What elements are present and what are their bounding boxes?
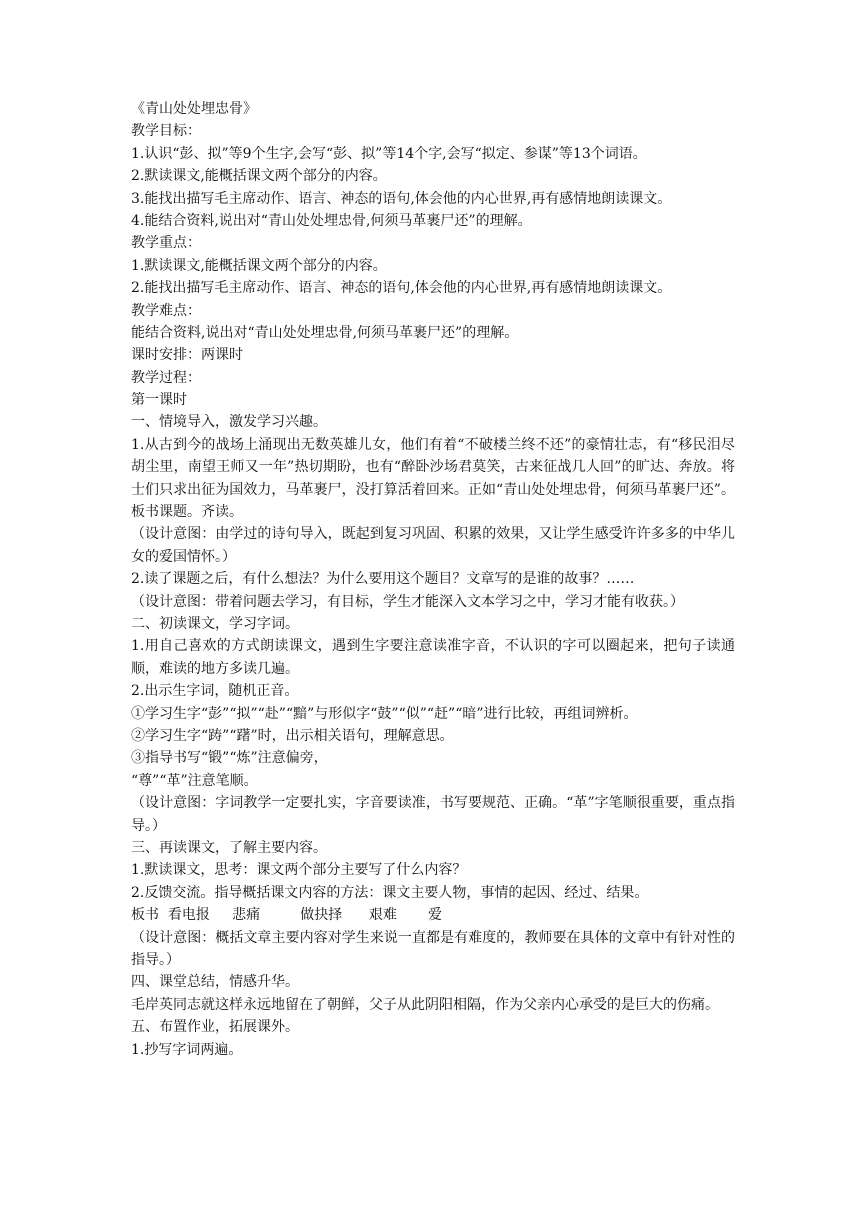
- document-page: [131, 98, 735, 1061]
- section-1-heading: 一、情境导入，激发学习兴趣。: [131, 414, 327, 431]
- objective-2: 2.默读课文,能概括课文两个部分的内容。: [131, 168, 387, 185]
- section-2-item-1: 1.用自己喜欢的方式朗读课文，遇到生字要注意读准字音，不认识的字可以圈起来，把句子读通顺，难读的地方多读几遍。: [131, 638, 735, 677]
- first-lesson: 第一课时: [131, 392, 187, 409]
- section-2-sub-2: ②学习生字“踌”“躇”时，出示相关语句，理解意思。: [131, 728, 454, 745]
- difficulty-text: 能结合资料,说出对“青山处处埋忠骨,何须马革裹尸还”的理解。: [131, 324, 519, 341]
- objective-4: 4.能结合资料,说出对“青山处处埋忠骨,何须马革裹尸还”的理解。: [131, 212, 532, 229]
- section-5-item-1: 1.抄写字词两遍。: [131, 1041, 243, 1058]
- lesson-title: 《青山处处埋忠骨》: [131, 101, 257, 117]
- schedule: 课时安排：两课时: [131, 347, 243, 364]
- key-point-2: 2.能找出描写毛主席动作、语言、神态的语句,体会他的内心世界,再有感情地朗读课文。: [131, 280, 672, 297]
- section-2-sub-3-cont: “尊”“革”注意笔顺。: [131, 772, 258, 789]
- section-2-sub-3: ③指导书写“锻”“炼”注意偏旁，: [131, 750, 328, 767]
- section-4-paragraph: 毛岸英同志就这样永远地留在了朝鲜，父子从此阴阳相隔，作为父亲内心承受的是巨大的伤痛。: [131, 996, 719, 1013]
- section-3-heading: 三、再读课文，了解主要内容。: [131, 840, 327, 857]
- heading-objectives: 教学目标：: [131, 123, 201, 140]
- design-note-2: （设计意图：带着问题去学习，有目标，学生才能深入文本学习之中，学习才能有收获。）: [131, 593, 684, 610]
- section-4-heading: 四、课堂总结，情感升华。: [131, 974, 299, 991]
- key-point-1: 1.默读课文,能概括课文两个部分的内容。: [131, 257, 387, 274]
- heading-key-points: 教学重点：: [131, 235, 201, 252]
- section-3-item-1: 1.默读课文，思考：课文两个部分主要写了什么内容？: [131, 862, 467, 879]
- heading-process: 教学过程：: [131, 369, 201, 386]
- design-note-3: （设计意图：字词教学一定要扎实，字音要读准，书写要规范、正确。“革”字笔顺很重要，重点指导。）: [131, 795, 735, 834]
- section-1-question: 2.读了课题之后，有什么想法？为什么要用这个题目？文章写的是谁的故事？……: [131, 571, 635, 588]
- board-writing: 板书 看电报 悲痛 做抉择 艰难 爱: [131, 907, 443, 924]
- heading-difficulty: 教学难点：: [131, 302, 201, 319]
- section-1-paragraph: 1.从古到今的战场上涌现出无数英雄儿女，他们有着“不破楼兰终不还”的豪情壮志，有“移民泪尽胡尘里，南望王师又一年”热切期盼，也有“醉卧沙场君莫笑，古来征战几人回”的旷达、奔放。将士们只求出征为国效力，马革裹尸，没打算活着回来。正如“青山处处埋忠骨，何须马革裹尸还”。板书课题。齐读。: [131, 436, 735, 521]
- section-3-item-2: 2.反馈交流。指导概括课文内容的方法：课文主要人物，事情的起因、经过、结果。: [131, 884, 649, 901]
- section-5-heading: 五、布置作业，拓展课外。: [131, 1019, 299, 1036]
- objective-3: 3.能找出描写毛主席动作、语言、神态的语句,体会他的内心世界,再有感情地朗读课文。: [131, 190, 672, 207]
- design-note-4: （设计意图：概括文章主要内容对学生来说一直都是有难度的，教师要在具体的文章中有针对性的指导。）: [131, 929, 735, 969]
- design-note-1: （设计意图：由学过的诗句导入，既起到复习巩固、积累的效果，又让学生感受许许多多的中华儿女的爱国情怀。）: [131, 526, 735, 565]
- section-2-heading: 二、初读课文，学习字词。: [131, 616, 299, 633]
- section-2-sub-1: ①学习生字“彭”“拟”“赴”“黯”与形似字“鼓”“似”“赶”“暗”进行比较，再组词辨析。: [131, 705, 638, 722]
- section-2-item-2: 2.出示生字词，随机正音。: [131, 683, 299, 700]
- objective-1: 1.认识“彭、拟”等9个生字,会写“彭、拟”等14个字,会写“拟定、参谋”等13个词语。: [131, 145, 647, 162]
